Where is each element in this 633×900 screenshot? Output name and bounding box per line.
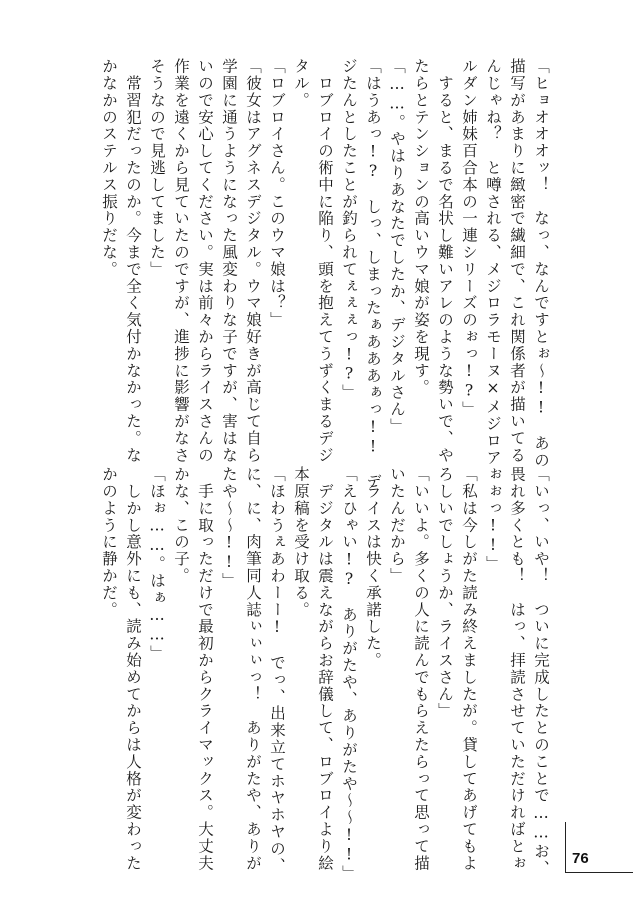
text-line: 「ロブロイさん。このウマ娘は？」: [268, 58, 286, 329]
text-line: かなかのステルス振りだな。: [100, 58, 118, 278]
text-line: ルダン姉妹百合本の一連シリーズのぉっ!?」: [460, 58, 478, 418]
folio-rule-vertical: [565, 822, 566, 872]
text-line: かな、この子。: [172, 466, 190, 585]
text-line: 「ヒョオオオッ！ なっ、なんですとぉ〜!! あの: [532, 58, 550, 469]
text-line: 「ほぉ……。はぁ……」: [148, 466, 166, 662]
text-line: たらとテンションの高いウマ娘が姿を現す。: [412, 58, 430, 396]
text-line: んじゃね？ と噂される、メジロラモーヌ×メジロア: [484, 58, 502, 467]
text-line: 本原稿を受け取る。: [292, 466, 310, 619]
text-line: ぉぉっ!!」: [484, 466, 502, 573]
text-line: ライスは快く承諾した。: [364, 466, 382, 669]
lower-text-block: [97, 466, 553, 882]
text-line: 「ほわうぇあわーー! でっ、出来立てホヤホヤの、: [268, 466, 286, 875]
text-line: 学園に通うようになった風変わりな子ですが、害はな: [220, 58, 238, 464]
page-number: 76: [572, 850, 589, 867]
text-line: に、に、肉筆同人誌ぃぃぃっ！ ありがたや、ありが: [244, 466, 262, 872]
text-line: 「彼女はアグネスデジタル。ウマ娘好きが高じて自ら: [244, 58, 262, 464]
text-line: 「えひゃい!? ありがたや、ありがたや〜〜!!」: [340, 466, 358, 882]
text-line: 手に取っただけで最初からクライマックス。大丈夫: [196, 466, 214, 872]
text-line: 「いっ、いや！ ついに完成したとのことで……お、: [532, 466, 550, 877]
text-line: 「いいよ。多くの人に読んでもらえたらって思って描: [412, 466, 430, 872]
text-line: 「私は今しがた読み終えましたが。貸してあげてもよ: [460, 466, 478, 872]
text-line: タル。: [292, 58, 310, 109]
folio-rule-horizontal: [565, 872, 633, 873]
text-line: デジタルは震えながらお辞儀して、ロブロイより絵: [316, 466, 334, 872]
text-line: 畏れ多くとも！ はっ、拝読させていただければとぉ: [508, 466, 526, 872]
text-line: すると、まるで名状し難いアレのような勢いで、や: [436, 58, 454, 464]
text-line: 「……。やはりあなたでしたか、デジタルさん」: [388, 58, 406, 435]
text-line: いので安心してください。実は前々からライスさんの: [196, 58, 214, 464]
text-line: ジたんとしたことが釣られてぇぇぇっ!?」: [340, 58, 358, 401]
text-line: かのように静かだ。: [100, 466, 118, 619]
text-line: 作業を遠くから見ていたのですが、進捗に影響がなさ: [172, 58, 190, 464]
text-line: ろしいでしょうか、ライスさん」: [436, 466, 454, 720]
text-line: たや〜〜!!」: [220, 466, 238, 590]
text-line: 「はうあっ!? しっ、しまったぁあああぁっ!! デ: [364, 58, 382, 491]
text-line: ロブロイの術中に陥り、頭を抱えてうずくまるデジ: [316, 58, 334, 464]
upper-text-block: [97, 58, 553, 491]
text-line: 常習犯だったのか。今まで全く気付かなかった。な: [124, 58, 142, 464]
text-line: しかし意外にも、読み始めてからは人格が変わった: [124, 466, 142, 872]
text-line: いたんだから」: [388, 466, 406, 585]
text-line: 描写があまりに緻密で繊細で、これ関係者が描いてる: [508, 58, 526, 464]
text-line: そうなので見逃してました」: [148, 58, 166, 278]
